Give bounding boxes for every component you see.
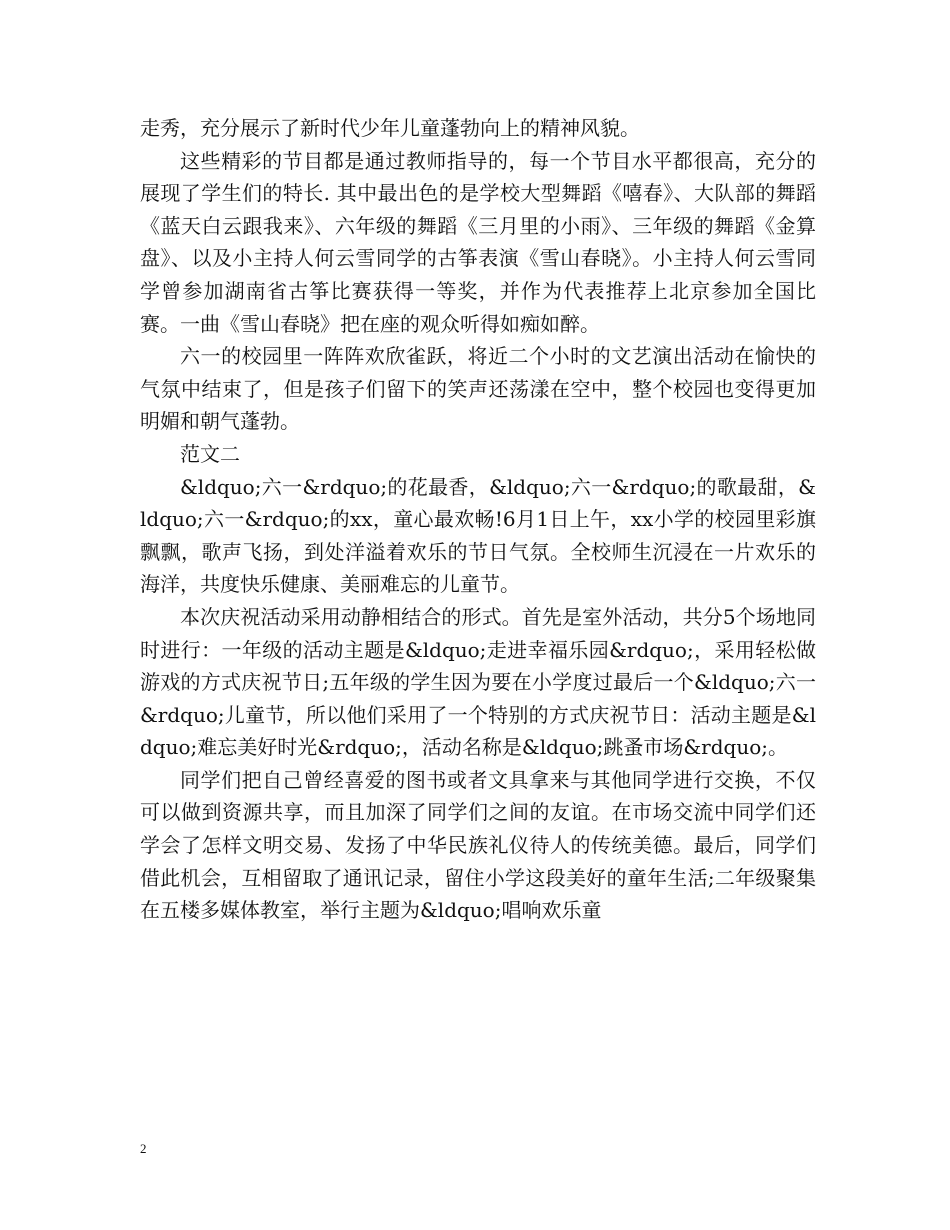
paragraph-2: 这些精彩的节目都是通过教师指导的，每一个节目水平都很高，充分的展现了学生们的特长. 其中最出色的是学校大型舞蹈《嘻春》、大队部的舞蹈《蓝天白云跟我来》、六年级的舞蹈《三月里的小雨》、三年级的舞蹈《金算盘》、以及小主持人何云雪同学的古筝表演《雪山春晓》。小主持人何云雪同学曾参加湖南省古筝比赛获得一等奖，并作为代表推荐上北京参加全国比赛。一曲《雪山春晓》把在座的观众听得如痴如醉。 bbox=[140, 148, 816, 336]
paragraph-6: 同学们把自己曾经喜爱的图书或者文具拿来与其他同学进行交换，不仅可以做到资源共享，而且加深了同学们之间的友谊。在市场交流中同学们还学会了怎样文明交易、发扬了中华民族礼仪待人的传统美德。最后，同学们借此机会，互相留取了通讯记录，留住小学这段美好的童年生活;二年级聚集在五楼多媒体教室，举行主题为&ldquo;唱响欢乐童 bbox=[140, 767, 816, 923]
page-number: 2 bbox=[140, 1141, 147, 1156]
paragraph-3: 六一的校园里一阵阵欢欣雀跃，将近二个小时的文艺演出活动在愉快的气氛中结束了，但是孩子们留下的笑声还荡漾在空中，整个校园也变得更加明媚和朝气蓬勃。 bbox=[140, 344, 816, 434]
section-heading: 范文二 bbox=[180, 441, 240, 466]
paragraph-1: 走秀，充分展示了新时代少年儿童蓬勃向上的精神风貌。 bbox=[140, 116, 640, 140]
paragraph-5: 本次庆祝活动采用动静相结合的形式。首先是室外活动，共分5个场地同时进行：一年级的活动主题是&ldquo;走进幸福乐园&rdquo;，采用轻松做游戏的方式庆祝节日;五年级的学生因为要在小学度过最后一个&ldquo;六一&rdquo;儿童节，所以他们采用了一个特别的方式庆祝节日：活动主题是&ldquo;难忘美好时光&rdquo;，活动名称是&ldquo;跳蚤市场&rdquo;。 bbox=[140, 604, 816, 760]
body-text bbox=[140, 112, 816, 927]
paragraph-4: &ldquo;六一&rdquo;的花最香，&ldquo;六一&rdquo;的歌最甜，&ldquo;六一&rdquo;的xx，童心最欢畅!6月1日上午，xx小学的校园里彩旗飘飘，歌声飞扬，到处洋溢着欢乐的节日气氛。全校师生沉浸在一片欢乐的海洋，共度快乐健康、美丽难忘的儿童节。 bbox=[140, 474, 816, 597]
